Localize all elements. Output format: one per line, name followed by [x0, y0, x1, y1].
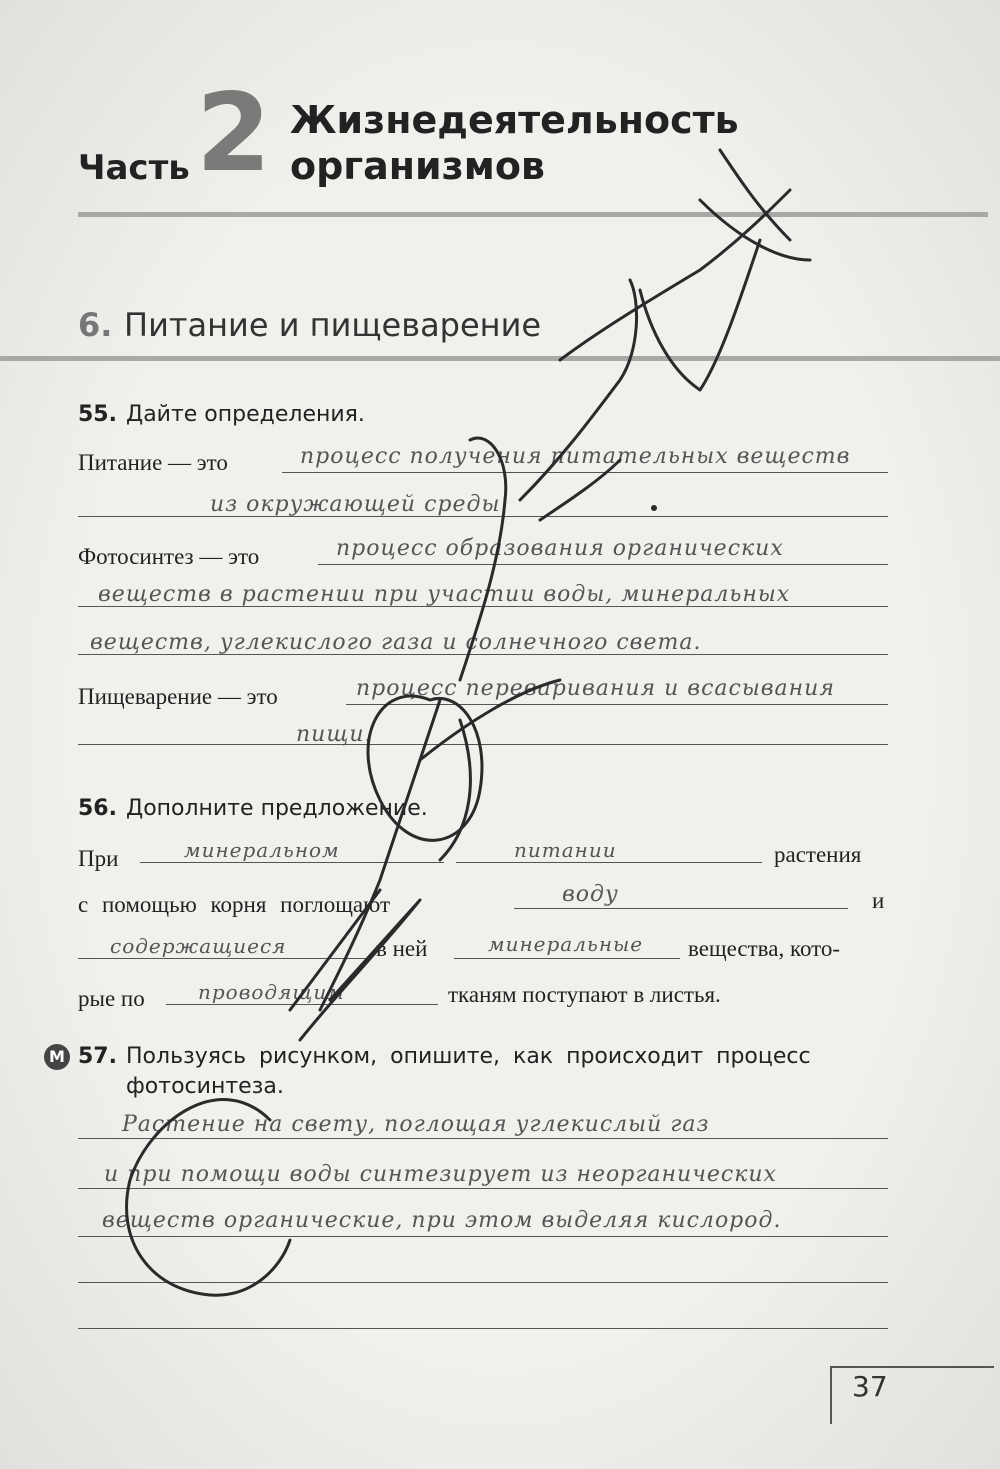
- term-pishevarenie: Пищеварение — это: [78, 684, 278, 709]
- section-title: Питание и пищеварение: [124, 306, 542, 344]
- scribble-stroke: [560, 190, 790, 360]
- answer-fotosintez-3: веществ, углекислого газа и солнечного света.: [90, 630, 702, 655]
- task56-text-4: и: [872, 888, 885, 913]
- blank-answer-5: минеральные: [488, 932, 644, 956]
- scribble-stroke: [127, 1100, 290, 1296]
- task57-answer-1: Растение на свету, поглощая углекислый газ: [122, 1112, 710, 1137]
- answer-pishevarenie-2: пищи.: [296, 722, 373, 747]
- task56-text-8: тканям поступают в листья.: [448, 982, 721, 1007]
- mandatory-badge: М: [44, 1044, 70, 1070]
- task57-prompt-line2: фотосинтеза.: [126, 1074, 284, 1099]
- blank-answer-1: минеральном: [184, 838, 340, 862]
- answer-pishevarenie-1: процесс переваривания и всасывания: [356, 676, 835, 701]
- task57-answer-3: веществ органические, при этом выделяя кислород.: [102, 1208, 782, 1233]
- task55-prompt: Дайте определения.: [126, 402, 365, 427]
- task56-text-1: При: [78, 846, 119, 871]
- section-number: 6.: [78, 306, 113, 344]
- scribble-stroke: [540, 460, 620, 520]
- part-title-line2: организмов: [290, 144, 545, 188]
- blank-answer-2: питании: [514, 838, 617, 862]
- scribble-stroke: [320, 700, 440, 1010]
- blank-answer-4: содержащиеся: [110, 934, 287, 958]
- answer-fotosintez-1: процесс образования органических: [336, 536, 784, 561]
- page-number: 37: [852, 1370, 888, 1403]
- task56-number: 56.: [78, 796, 117, 821]
- part-number: 2: [196, 71, 272, 196]
- part-title-line1: Жизнедеятельность: [290, 98, 739, 142]
- blank-answer-6: проводящим: [198, 980, 345, 1004]
- task56-text-3: с помощью корня поглощают: [78, 892, 391, 917]
- task57-answer-2: и при помощи воды синтезирует из неорганических: [104, 1162, 777, 1187]
- part-label: Часть: [78, 148, 190, 188]
- answer-pitanie-1: процесс получения питательных веществ: [300, 444, 851, 469]
- term-fotosintez: Фотосинтез — это: [78, 544, 260, 569]
- task57-number: 57.: [78, 1044, 117, 1069]
- task57-prompt-line1: Пользуясь рисунком, опишите, как происходит процесс: [126, 1044, 811, 1069]
- scribble-dot: [651, 505, 657, 511]
- scribble-stroke: [700, 150, 810, 260]
- blank-answer-3: воду: [562, 882, 619, 907]
- scribble-stroke: [640, 240, 760, 390]
- task56-text-2: растения: [774, 842, 862, 867]
- answer-fotosintez-2: веществ в растении при участии воды, минеральных: [98, 582, 791, 607]
- task55-number: 55.: [78, 402, 117, 427]
- task56-text-5: в ней: [376, 936, 428, 961]
- scribble-stroke: [460, 438, 506, 680]
- scribble-stroke: [290, 890, 420, 1040]
- scribble-stroke: [520, 280, 637, 500]
- term-pitanie: Питание — это: [78, 450, 228, 475]
- task56-prompt: Дополните предложение.: [126, 796, 428, 821]
- task56-text-7: рые по: [78, 986, 145, 1011]
- answer-pitanie-2: из окружающей среды.: [210, 492, 509, 517]
- scribble-stroke: [420, 680, 560, 860]
- task56-text-6: вещества, кото-: [688, 936, 841, 961]
